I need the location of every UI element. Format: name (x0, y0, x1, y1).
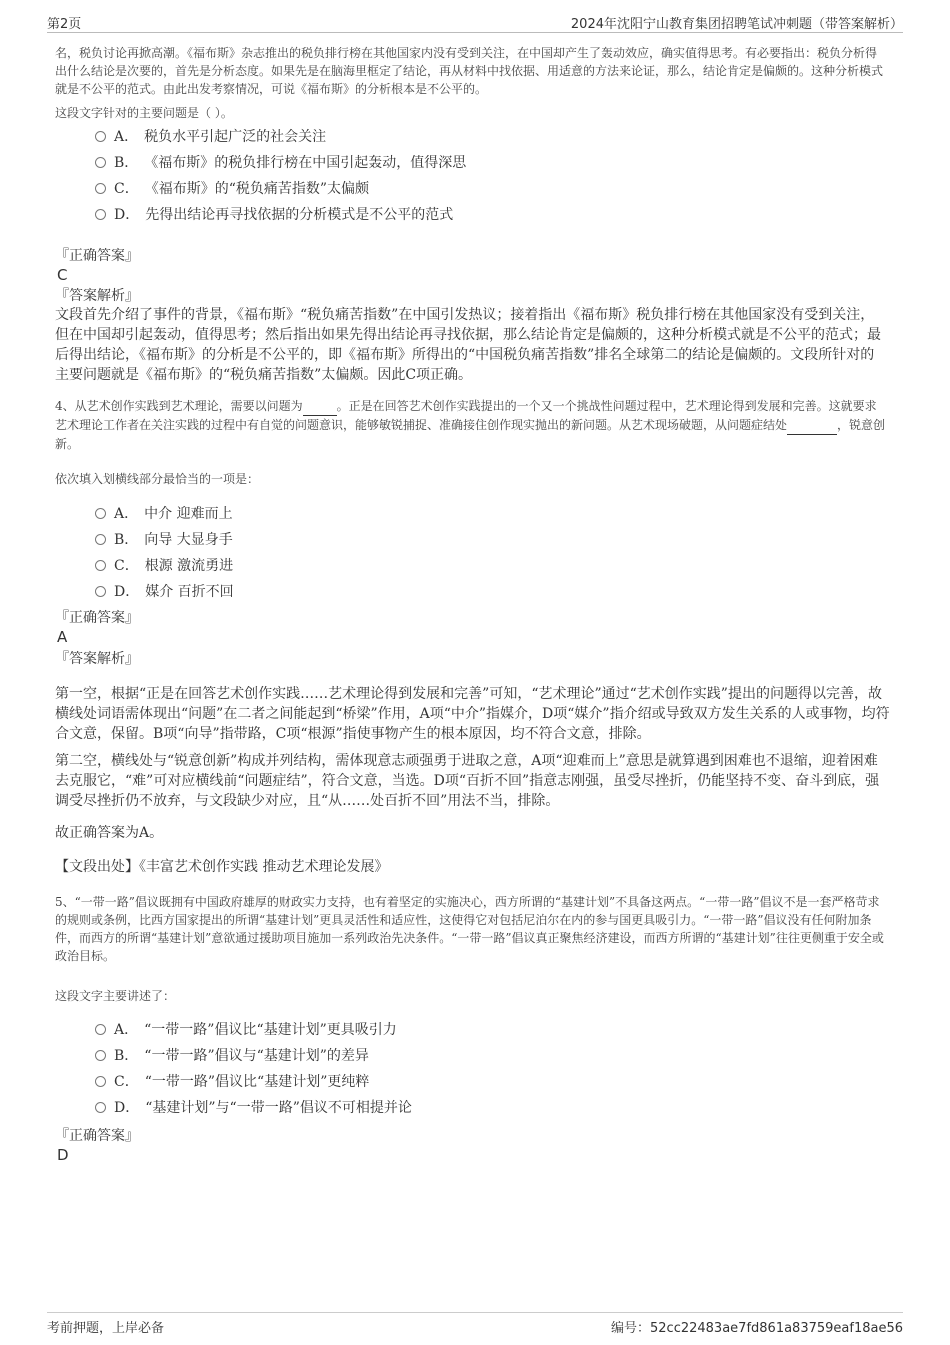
q4-source: 【文段出处】《丰富艺术创作实践 推动艺术理论发展》 (55, 859, 389, 875)
q4-answer: A (57, 628, 68, 646)
q3-option-d[interactable]: D． 先得出结论再寻找依据的分析模式是不公平的范式 (95, 202, 875, 228)
q3-question: 这段文字针对的主要问题是（ ）。 (55, 106, 233, 120)
radio-icon[interactable] (95, 534, 106, 545)
q4-analysis-1: 第一空，根据“正是在回答艺术创作实践……艺术理论得到发展和完善”可知，“艺术理论”通过“艺术创作实践”提出的问题得以完善，故横线处词语需体现出“问题”在二者之间能起到“桥梁”作用，A项“中介”指媒介，D项“媒介”指介绍或导致双方发生关系的人或事物，均符合文意，保留。B项“向导”指带路，C项“根源”指使事物产生的根本原因，均不符合文意，排除。 (55, 686, 890, 742)
q4-analysis-2: 第二空，横线处与“锐意创新”构成并列结构，需体现意志顽强勇于进取之意，A项“迎难而上”意思是就算遇到困难也不退缩，迎着困难去克服它，“难”可对应横线前“问题症结”，符合文意，当选。D项“百折不回”指意志刚强，虽受尽挫折，仍能坚持不变、奋斗到底，强调受尽挫折仍不放弃，与文段缺少对应，且“从……处百折不回”用法不当，排除。 (55, 753, 880, 809)
q4-option-c[interactable]: C． 根源 激流勇进 (95, 553, 875, 579)
q5-stem: 5、“一带一路”倡议既拥有中国政府雄厚的财政实力支持，也有着坚定的实施决心，西方所谓的“基建计划”不具备这两点。“一带一路”倡议不是一套严格苛求的规则或条例，比西方国家提出的所谓“基建计划”更具灵活性和适应性，这使得它对包括尼泊尔在内的参与国更具吸引力。“一带一路”倡议没有任何附加条件，而西方的所谓“基建计划”意欲通过援助项目施加一系列政治先决条件。“一带一路”倡议真正聚焦经济建设，而西方所谓的“基建计划”往往更侧重于安全或政治目标。 (55, 895, 884, 963)
q4-conclusion: 故正确答案为A。 (55, 825, 164, 841)
q3-options (95, 124, 875, 228)
page-header (47, 10, 903, 33)
q3-answer: C (57, 266, 68, 284)
document-code: 编号：52cc22483ae7fd861a83759eaf18ae56 (611, 1321, 903, 1336)
q4-option-a[interactable]: A． 中介 迎难而上 (95, 501, 875, 527)
q4-option-b[interactable]: B． 向导 大显身手 (95, 527, 875, 553)
radio-icon[interactable] (95, 586, 106, 597)
q5-option-d[interactable]: D． “基建计划”与“一带一路”倡议不可相提并论 (95, 1095, 875, 1121)
q3-option-a[interactable]: A． 税负水平引起广泛的社会关注 (95, 124, 875, 150)
q5-answer: D (57, 1146, 69, 1164)
radio-icon[interactable] (95, 560, 106, 571)
radio-icon[interactable] (95, 209, 106, 220)
q5-answer-label: 『正确答案』 (55, 1128, 139, 1144)
radio-icon[interactable] (95, 1102, 106, 1113)
footer-slogan: 考前押题，上岸必备 (47, 1321, 165, 1336)
q5-options (95, 1017, 875, 1121)
q4-options (95, 501, 875, 605)
radio-icon[interactable] (95, 1050, 106, 1061)
q5-question: 这段文字主要讲述了： (55, 989, 176, 1003)
q4-question: 依次填入划横线部分最恰当的一项是： (55, 472, 260, 486)
radio-icon[interactable] (95, 508, 106, 519)
radio-icon[interactable] (95, 131, 106, 142)
page-number: 第2页 (47, 17, 82, 32)
radio-icon[interactable] (95, 1024, 106, 1035)
q3-option-c[interactable]: C． 《福布斯》的“税负痛苦指数”太偏颇 (95, 176, 875, 202)
q3-answer-label: 『正确答案』 (55, 248, 139, 264)
q5-option-c[interactable]: C． “一带一路”倡议比“基建计划”更纯粹 (95, 1069, 875, 1095)
radio-icon[interactable] (95, 183, 106, 194)
q3-analysis: 文段首先介绍了事件的背景，《福布斯》“税负痛苦指数”在中国引发热议；接着指出《福布斯》税负排行榜在其他国家没有受到关注，但在中国却引起轰动，值得思考；然后指出如果先得出结论再寻找依据，那么结论肯定是偏颇的，这种分析模式就是不公平的范式；最后得出结论，《福布斯》的分析是不公平的，即《福布斯》所得出的“中国税负痛苦指数”排名全球第二的结论是偏颇的。文段所针对的主要问题就是《福布斯》的“税负痛苦指数”太偏颇。因此C项正确。 (55, 307, 881, 383)
q5-option-b[interactable]: B． “一带一路”倡议与“基建计划”的差异 (95, 1043, 875, 1069)
q4-option-d[interactable]: D． 媒介 百折不回 (95, 579, 875, 605)
document-title: 2024年沈阳宁山教育集团招聘笔试冲刺题（带答案解析） (570, 17, 903, 32)
q3-passage: 名，税负讨论再掀高潮。《福布斯》杂志推出的税负排行榜在其他国家内没有受到关注，在中国却产生了轰动效应，确实值得思考。有必要指出：税负分析得出什么结论是次要的，首先是分析态度。如果先是在脑海里框定了结论，再从材料中找依据、用适意的方法来论证，那么，结论肯定是偏颇的。这种分析模式就是不公平的范式。由此出发考察情况，可说《福布斯》的分析根本是不公平的。 (55, 46, 884, 96)
q3-analysis-label: 『答案解析』 (55, 288, 139, 304)
blank-1 (303, 397, 337, 416)
radio-icon[interactable] (95, 157, 106, 168)
page-footer (47, 1312, 903, 1335)
radio-icon[interactable] (95, 1076, 106, 1087)
q4-answer-label: 『正确答案』 (55, 610, 139, 626)
q3-option-b[interactable]: B． 《福布斯》的税负排行榜在中国引起轰动，值得深思 (95, 150, 875, 176)
q4-stem: 4、从艺术创作实践到艺术理论，需要以问题为 。正是在回答艺术创作实践提出的一个又一个挑战性问题过程中，艺术理论得到发展和完善。这就要求艺术理论工作者在关注实践的过程中有自觉的问题意识，能够敏锐捕捉、准确接住创作现实抛出的新问题。从艺术现场破题，从问题症结处 ，锐意创新。 (55, 399, 886, 451)
blank-2 (787, 416, 837, 435)
q4-analysis-label: 『答案解析』 (55, 651, 139, 667)
q5-option-a[interactable]: A． “一带一路”倡议比“基建计划”更具吸引力 (95, 1017, 875, 1043)
